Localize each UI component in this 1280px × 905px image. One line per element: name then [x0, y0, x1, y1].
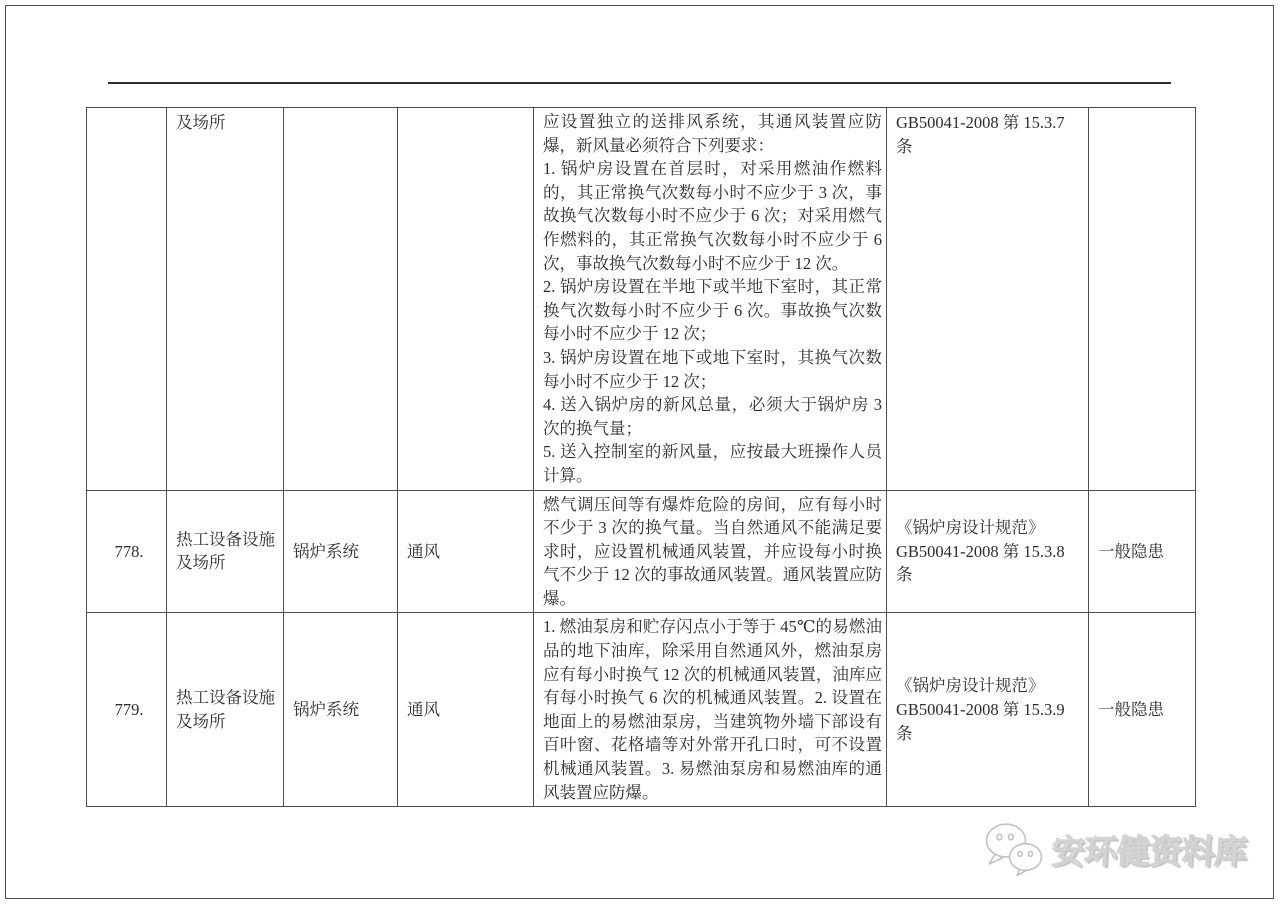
reference-cell: 《锅炉房设计规范》 GB50041-2008 第 15.3.9 条	[887, 613, 1089, 807]
description-cell: 应设置独立的送排风系统，其通风装置应防爆，新风量必须符合下列要求： 1. 锅炉房设置在首层时，对采用燃油作燃料的，其正常换气次数每小时不应少于 3 次，事故换气次数每小时不应少于 6 次；对采用燃气作燃料的，其正常换气次数每小时不应少于 6 次，事故换气次数每小时不应少于 12 次。 2. 锅炉房设置在半地下或半地下室时，其正常换气次数每小时不应少于 6 次。事故换气次数每小时不应少于 12 次； 3. 锅炉房设置在地下或地下室时，其换气次数每小时不应少于 12 次； 4. 送入锅炉房的新风总量，必须大于锅炉房 3 次的换气量； 5. 送入控制室的新风量，应按最大班操作人员计算。	[534, 108, 887, 491]
table-row	[87, 490, 1196, 613]
system-cell: 锅炉系统	[284, 490, 398, 613]
wechat-chat-bubbles-icon	[983, 821, 1045, 877]
category-cell: 及场所	[167, 108, 284, 491]
severity-cell: 一般隐患	[1089, 490, 1196, 613]
table-row	[87, 108, 1196, 491]
reference-cell: 《锅炉房设计规范》 GB50041-2008 第 15.3.8 条	[887, 490, 1089, 613]
watermark	[983, 818, 1247, 880]
watermark-text: 安环健资料库	[1050, 832, 1248, 870]
reference-cell: GB50041-2008 第 15.3.7 条	[887, 108, 1089, 491]
hidden-danger-checklist-table	[86, 107, 1196, 807]
table-row	[87, 613, 1196, 807]
system-cell	[284, 108, 398, 491]
system-cell: 锅炉系统	[284, 613, 398, 807]
severity-cell: 一般隐患	[1089, 613, 1196, 807]
row-number-cell: 778.	[87, 490, 167, 613]
header-rule	[108, 82, 1171, 84]
description-cell: 燃气调压间等有爆炸危险的房间，应有每小时不少于 3 次的换气量。当自然通风不能满足要求时，应设置机械通风装置，并应设每小时换气不少于 12 次的事故通风装置。通风装置应防爆。	[534, 490, 887, 613]
row-number-cell: 779.	[87, 613, 167, 807]
item-cell: 通风	[398, 490, 534, 613]
item-cell	[398, 108, 534, 491]
row-number-cell	[87, 108, 167, 491]
description-cell: 1. 燃油泵房和贮存闪点小于等于 45℃的易燃油品的地下油库，除采用自然通风外，燃油泵房应有每小时换气 12 次的机械通风装置，油库应有每小时换气 6 次的机械通风装置。2. 设置在地面上的易燃油泵房，当建筑物外墙下部设有百叶窗、花格墙等对外常开孔口时，可不设置机械通风装置。3. 易燃油泵房和易燃油库的通风装置应防爆。	[534, 613, 887, 807]
category-cell: 热工设备设施及场所	[167, 490, 284, 613]
category-cell: 热工设备设施及场所	[167, 613, 284, 807]
item-cell: 通风	[398, 613, 534, 807]
severity-cell	[1089, 108, 1196, 491]
